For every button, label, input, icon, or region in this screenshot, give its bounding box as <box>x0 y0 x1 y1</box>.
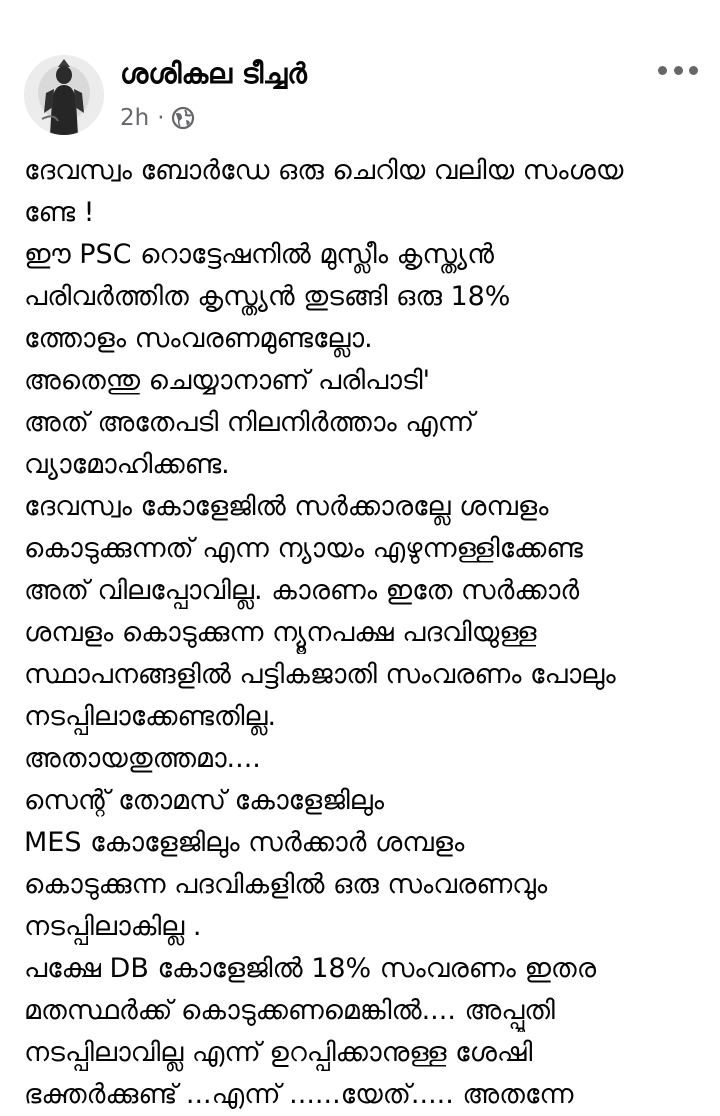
post-text-line: പക്ഷേ DB കോളേജിൽ 18% സംവരണം ഇതര <box>24 953 597 984</box>
post-text-line: ഈ PSC റൊട്ടേഷനിൽ മുസ്ലീം കൃസ്ത്യൻ <box>24 239 494 270</box>
post-text-line: സ്ഥാപനങ്ങളിൽ പട്ടികജാതി സംവരണം പോലും <box>24 659 616 690</box>
post-text-line: അത് അതേപടി നിലനിർത്താം എന്ന് <box>24 407 475 438</box>
post-text-line: നടപ്പിലാകില്ല . <box>24 911 202 942</box>
post-text-line: MES കോളേജിലും സർക്കാർ ശമ്പളം <box>24 827 465 858</box>
post-text-line: ദേവസ്വം ബോർഡേ ഒരു ചെറിയ വലിയ സംശയ <box>24 155 624 186</box>
post-text-line: പരിവർത്തിത കൃസ്ത്യൻ തുടങ്ങി ഒരു 18% <box>24 281 511 312</box>
post-meta <box>120 98 195 138</box>
author-name[interactable]: ശശികല ടീച്ചർ <box>120 57 307 90</box>
post-timestamp[interactable]: 2h <box>120 105 150 131</box>
post-text-line: നടപ്പിലാവില്ല എന്ന് ഉറപ്പിക്കാനുള്ള ശേഷി <box>24 1037 533 1068</box>
post-text-line: ത്തോളം സംവരണമുണ്ടല്ലോ. <box>24 323 373 354</box>
globe-icon[interactable] <box>171 106 195 130</box>
post-text-line: അതെന്തു ചെയ്യാനാണ് പരിപാടി' <box>24 365 430 396</box>
post-text-line: അത് വിലപ്പോവില്ല. കാരണം ഇതേ സർക്കാർ <box>24 575 580 606</box>
post-text-line: ദേവസ്വം കോളേജിൽ സർക്കാരല്ലേ ശമ്പളം <box>24 491 549 522</box>
avatar[interactable] <box>24 55 104 135</box>
post-header <box>0 0 720 150</box>
post-text-line: വ്യാമോഹിക്കണ്ട. <box>24 449 230 480</box>
meta-separator: · <box>157 105 165 131</box>
post-text-line: കൊടുക്കുന്നത് എന്ന ന്യായം എഴുന്നള്ളിക്കേണ്ട <box>24 533 583 564</box>
post-text-line: മതസ്ഥർക്ക് കൊടുക്കണമെങ്കിൽ.... അപ്പൂതി <box>24 995 555 1026</box>
avatar-image <box>24 55 104 135</box>
post-text-line: ണ്ടേ ! <box>24 197 95 228</box>
post-text-line: നടപ്പിലാക്കേണ്ടതില്ല. <box>24 701 277 732</box>
post-text-line: ശമ്പളം കൊടുക്കുന്ന ന്യൂനപക്ഷ പദവിയുള്ള <box>24 617 537 648</box>
more-options-icon[interactable] <box>658 58 698 82</box>
post-text-line: അതായതുത്തമാ.... <box>24 743 261 774</box>
post-text-line: കൊടുക്കുന്ന പദവികളിൽ ഒരു സംവരണവും <box>24 869 548 900</box>
post-text <box>24 150 704 1116</box>
post-text-line: സെന്റ് തോമസ് കോളേജിലും <box>24 785 385 816</box>
post-text-line: ഭക്തർക്കുണ്ട് ...എന്ന് ......യേത്..... അതന്നേ <box>24 1079 574 1110</box>
